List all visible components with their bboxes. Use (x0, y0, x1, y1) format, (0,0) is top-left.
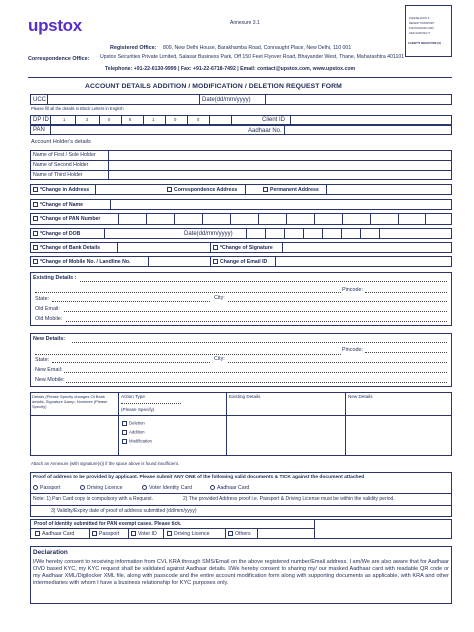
stamp-line-4: SIGN ACROSS IT (409, 32, 430, 35)
ucc-label: UCC (33, 97, 46, 103)
action-deletion-option[interactable]: Deletion (122, 421, 145, 426)
note-3: 3) Validity/Expiry date of proof of address submitted (dd/mm/yyyy) (51, 508, 197, 514)
change-mobile-option[interactable]: *Change of Mobile No. / Landline No. (33, 259, 131, 265)
pan-exempt-driving-licence-option[interactable]: Driving Licence (167, 531, 209, 537)
change-email-option[interactable]: Change of Email ID (213, 259, 267, 265)
photo-stamp-box (405, 5, 452, 57)
note-1: Note: 1) Pan Card copy is compulsory with a Request. (33, 496, 154, 502)
header-divider (28, 77, 452, 78)
dp-digit: 0 (174, 117, 177, 122)
new-mobile-label: New Mobile: (35, 377, 65, 383)
pan-exempt-title: Proof of Identity submitted for PAN exempt cases. Please tick. (34, 521, 182, 527)
change-dob-option[interactable]: *Change of DOB (33, 231, 80, 237)
dp-digit: 0 (197, 117, 200, 122)
stamp-sign-label: CLIENT'S SIGNATURE (S) (408, 42, 441, 45)
action-addition-option[interactable]: Addition (122, 430, 145, 435)
aadhaar-label: Aadhaar No. (248, 128, 282, 134)
change-address-option[interactable]: *Change in Address (33, 187, 89, 193)
form-title: ACCOUNT DETAILS ADDITION / MODIFICATION / DELETION REQUEST FORM (85, 83, 342, 90)
change-pan-option[interactable]: *Change of PAN Number (33, 216, 100, 222)
stamp-line-2: RECENT PASSPORT (409, 22, 435, 25)
dp-digit: 0 (108, 117, 111, 122)
new-state-label: State: (35, 357, 50, 363)
proof-of-address-title: Proof of address to be provided by applicant. Please submit ANY ONE of the following valid documents & TICK against the document attached (33, 475, 365, 480)
stamp-line-3: PHOTOGRAPH AND (409, 27, 434, 30)
dp-id-row (30, 115, 452, 125)
dp-digit: 8 (129, 117, 132, 122)
client-id-label: Client ID (262, 117, 286, 123)
registered-office-address: 809, New Delhi House, Barakhamba Road, Connaught Place, New Delhi, 110 001 (163, 45, 352, 51)
declaration-text: I/We hereby consent to receiving information from CVL KRA through SMS/Email on the above registered number/Email address. I am/We are also aware that for Aadhaar OVD based KYC, my KYC request shall be validated against Aadhaar details. I/We hereby consent to sharing my/ our masked Aadhaar card with readable QR code or my Aadhaar XML/Digilocker XML file, along with passcode and the entire account modification form along with supporting documents as applicable, with KRA and other intermediaries with whom I have a business relationship for KYC purposes only. (33, 559, 449, 586)
action-modification-option[interactable]: Modification (122, 439, 152, 444)
new-details-label: New Details: (33, 336, 66, 342)
contact-line: Telephone: +91-22-6130-9999 | Fax: +91-22-6718-7492 | Email: contact@upstox.com, www.upstox.com (105, 66, 356, 72)
dp-digit: 1 (152, 117, 155, 122)
new-email-label: New Email: (35, 367, 63, 373)
pan-exempt-voter-id-option[interactable]: Voter ID (131, 531, 157, 537)
new-details-header: New Details (348, 394, 373, 399)
change-signature-option[interactable]: *Change of Signature (213, 245, 273, 251)
holders-title: Account Holder's details (31, 139, 91, 145)
existing-details-label: Existing Details : (33, 275, 77, 281)
correspondence-office-address: Upstox Securities Private Limited, Salasar Business Park, Off 150 Feet Flyover Road, Bhayander West, Thane, Maharashtra 401101 (100, 54, 405, 60)
action-type-header: Action Type (121, 394, 145, 399)
existing-pincode-label: Pincode: (342, 287, 363, 293)
correspondence-address-option[interactable]: Correspondence Address (167, 187, 237, 193)
date-label: Date(dd/mm/yyyy) (202, 97, 251, 103)
proof-aadhaar-option[interactable]: Aadhaar Card (210, 485, 249, 491)
note-2: 2) The provided Address proof i.e. Passport & Driving License must be within the validity period. (183, 496, 395, 502)
new-city-label: City: (214, 356, 225, 362)
action-type-specify: (Please Specify) (121, 407, 155, 412)
dp-id-label: DP ID (33, 117, 49, 123)
pan-row (30, 125, 452, 135)
permanent-address-option[interactable]: Permanent Address (263, 187, 319, 193)
declaration-title: Declaration (33, 549, 68, 556)
pan-exempt-aadhaar-option[interactable]: Aadhaar Card (35, 531, 74, 537)
pan-label: PAN (33, 127, 45, 133)
proof-driving-licence-option[interactable]: Driving Licence (80, 485, 122, 491)
existing-details-header: Existing Details (229, 394, 261, 399)
holder3-label: Name of Third Holder (33, 172, 83, 178)
existing-city-label: City: (214, 295, 225, 301)
details-column-header: Details (Please Specify changes Of Bank details, Signature &amp; Nominee (Please Specify) (32, 394, 108, 409)
change-bank-option[interactable]: *Change of Bank Details (33, 245, 100, 251)
holder2-label: Name of Second Holder (33, 162, 89, 168)
change-name-option[interactable]: *Change of Name (33, 202, 83, 208)
stamp-line-1: PLEASE AFFIX A (409, 17, 430, 20)
change-address-row (30, 184, 452, 195)
registered-office-label: Registered Office: (110, 45, 157, 51)
old-email-label: Old Email: (35, 306, 60, 312)
new-pincode-label: Pincode: (342, 347, 363, 353)
correspondence-office-label: Correspondence Office: (28, 56, 90, 62)
dob-date-label: Date(dd/mm/yyyy) (184, 231, 233, 237)
change-name-row (30, 199, 452, 210)
change-dob-row (30, 228, 452, 239)
annexure-label: Annexure 3.1 (230, 20, 260, 26)
existing-state-label: State: (35, 296, 50, 302)
pan-exempt-others-option[interactable]: Others (228, 531, 251, 537)
annexure-note: Attach an Annexure (with signature(s)) if the space above is found insufficient. (31, 461, 180, 466)
old-mobile-label: Old Mobile: (35, 316, 63, 322)
block-letters-note: Please fill all the details in Block Letters in English (31, 106, 124, 111)
proof-passport-option[interactable]: Passport (33, 485, 60, 491)
pan-exempt-passport-option[interactable]: Passport (92, 531, 119, 537)
dp-digit: 1 (63, 117, 66, 122)
holder1-label: Name of First / Sole Holder (33, 152, 96, 158)
proof-voter-id-option[interactable]: Voter Identity Card (142, 485, 192, 491)
upstox-logo: upstox (28, 16, 82, 35)
dp-digit: 2 (86, 117, 89, 122)
